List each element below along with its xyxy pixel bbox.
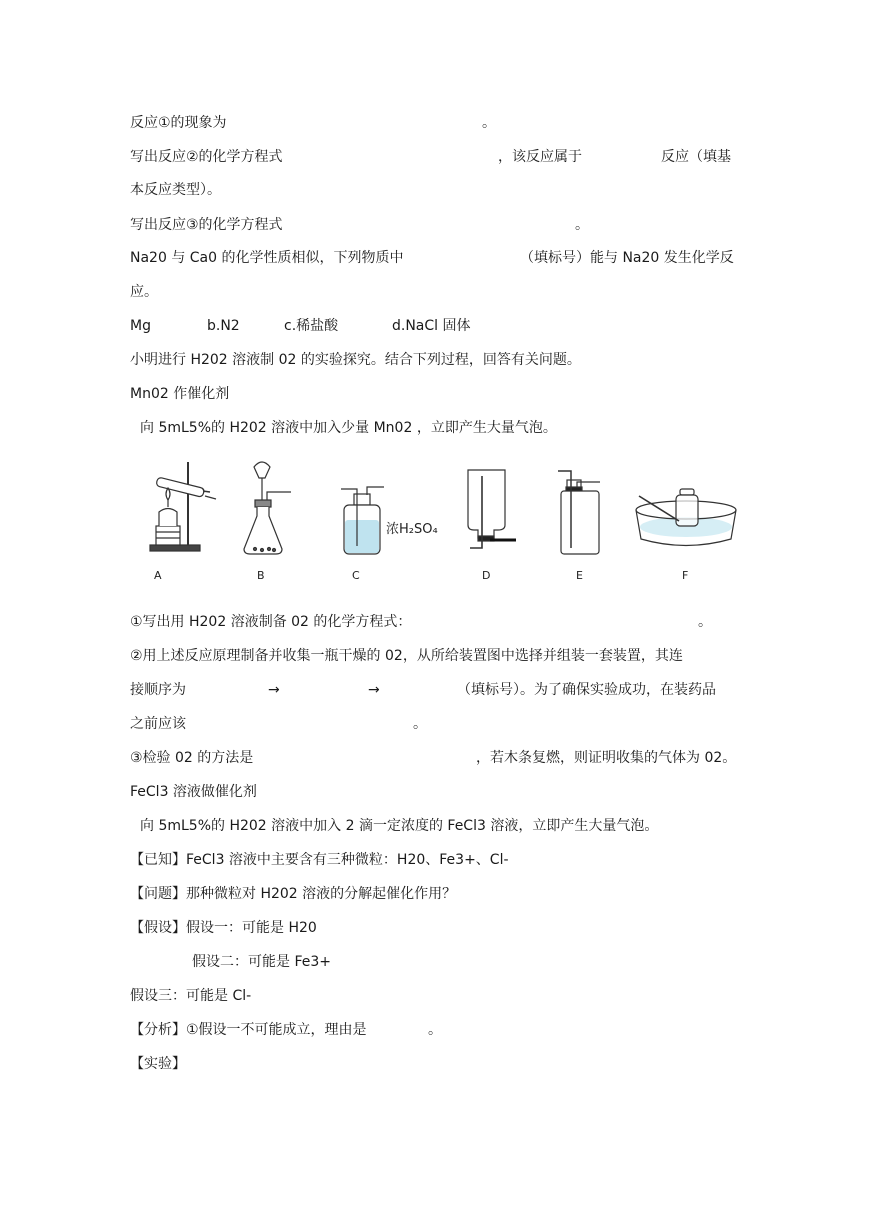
- option-a: Mg: [130, 318, 151, 334]
- label-d: D: [482, 569, 491, 582]
- na2o-prompt: Na20 与 Ca0 的化学性质相似，下列物质中: [130, 250, 404, 266]
- q2-arrow-1: →: [268, 682, 280, 698]
- r3-prompt: 写出反应③的化学方程式: [130, 217, 283, 233]
- reagent-label: 浓H₂SO₄: [386, 522, 438, 537]
- label-f: F: [682, 569, 689, 582]
- r2-cont: 本反应类型）。: [130, 182, 221, 198]
- q2-line1: ②用上述反应原理制备并收集一瓶干燥的 02，从所给装置图中选择并组装一套装置，其连: [130, 648, 683, 664]
- label-a: A: [154, 569, 162, 582]
- apparatus-a: [150, 462, 216, 551]
- experiment-intro: 小明进行 H202 溶液制 02 的实验探究。结合下列过程，回答有关问题。: [130, 352, 581, 368]
- experiment-heading: 【实验】: [130, 1056, 186, 1072]
- label-b: B: [257, 569, 265, 582]
- part2-title: FeCl3 溶液做催化剂: [130, 784, 257, 800]
- option-b: b.N2: [207, 318, 240, 334]
- question: 【问题】那种微粒对 H202 溶液的分解起催化作用？: [130, 886, 457, 902]
- label-e: E: [576, 569, 583, 582]
- delivery-tube: [205, 496, 216, 499]
- solid-particle: [273, 549, 276, 552]
- side-tube: [267, 492, 291, 500]
- hypothesis-1: 【假设】假设一：可能是 H20: [130, 920, 317, 936]
- r2-tail: 反应（填基: [661, 149, 731, 165]
- apparatus-e: [558, 471, 600, 554]
- jar-cap: [680, 489, 694, 495]
- acid-liquid: [345, 520, 379, 553]
- q1-prompt: ①写出用 H202 溶液制备 02 的化学方程式：: [130, 614, 412, 630]
- alcohol-lamp: [159, 509, 177, 527]
- apparatus-figure: [0, 455, 869, 590]
- option-d: d.NaCl 固体: [392, 318, 471, 334]
- apparatus-f: [636, 489, 736, 546]
- apparatus-b: [244, 462, 291, 554]
- solid-particle: [261, 549, 264, 552]
- r3-end: 。: [575, 217, 589, 233]
- q2-prefix: 接顺序为: [130, 682, 186, 698]
- gas-jar: [676, 495, 698, 526]
- apparatus-d: [468, 470, 516, 548]
- q2-end: 。: [413, 716, 427, 732]
- hypothesis-2: 假设二：可能是 Fe3+: [192, 954, 331, 970]
- thistle-funnel: [254, 462, 270, 478]
- q3-tail: ，若木条复燃，则证明收集的气体为 02。: [476, 750, 737, 766]
- analysis: 【分析】①假设一不可能成立，理由是: [130, 1022, 367, 1038]
- test-tube: [156, 477, 205, 497]
- q1-end: 。: [698, 614, 712, 630]
- q2-arrow-2: →: [368, 682, 380, 698]
- part1-title: Mn02 作催化剂: [130, 386, 230, 402]
- q3-prompt: ③检验 02 的方法是: [130, 750, 254, 766]
- analysis-end: 。: [428, 1022, 442, 1038]
- q2-tail: （填标号）。为了确保实验成功，在装药品: [457, 682, 716, 698]
- r1-prompt: 反应①的现象为: [130, 115, 227, 131]
- solid-particle: [254, 548, 257, 551]
- r2-prompt: 写出反应②的化学方程式: [130, 149, 283, 165]
- na2o-tail: （填标号）能与 Na20 发生化学反: [520, 250, 734, 266]
- na2o-cont: 应。: [130, 284, 158, 300]
- flask-stopper: [255, 500, 271, 507]
- stand-base: [150, 545, 200, 551]
- apparatus-c: [341, 487, 438, 554]
- part2-desc: 向 5mL5%的 H202 溶液中加入 2 滴一定浓度的 FeCl3 溶液，立即产生大量气泡。: [140, 818, 659, 834]
- r1-end: 。: [482, 115, 496, 131]
- wood-block: [156, 526, 180, 545]
- hypothesis-3: 假设三：可能是 Cl-: [130, 988, 252, 1004]
- part1-desc: 向 5mL5%的 H202 溶液中加入少量 Mn02 ，立即产生大量气泡。: [140, 420, 557, 436]
- known-info: 【已知】FeCl3 溶液中主要含有三种微粒：H20、Fe3+、Cl-: [130, 852, 509, 868]
- lamp-flame: [166, 488, 170, 500]
- label-c: C: [352, 569, 360, 582]
- conical-flask: [244, 507, 282, 554]
- option-c: c.稀盐酸: [284, 318, 339, 334]
- r2-type: ，该反应属于: [498, 149, 582, 165]
- solid-particle: [268, 548, 271, 551]
- collection-bottle: [561, 491, 599, 554]
- q2-cont: 之前应该: [130, 716, 186, 732]
- collection-bottle: [468, 470, 505, 538]
